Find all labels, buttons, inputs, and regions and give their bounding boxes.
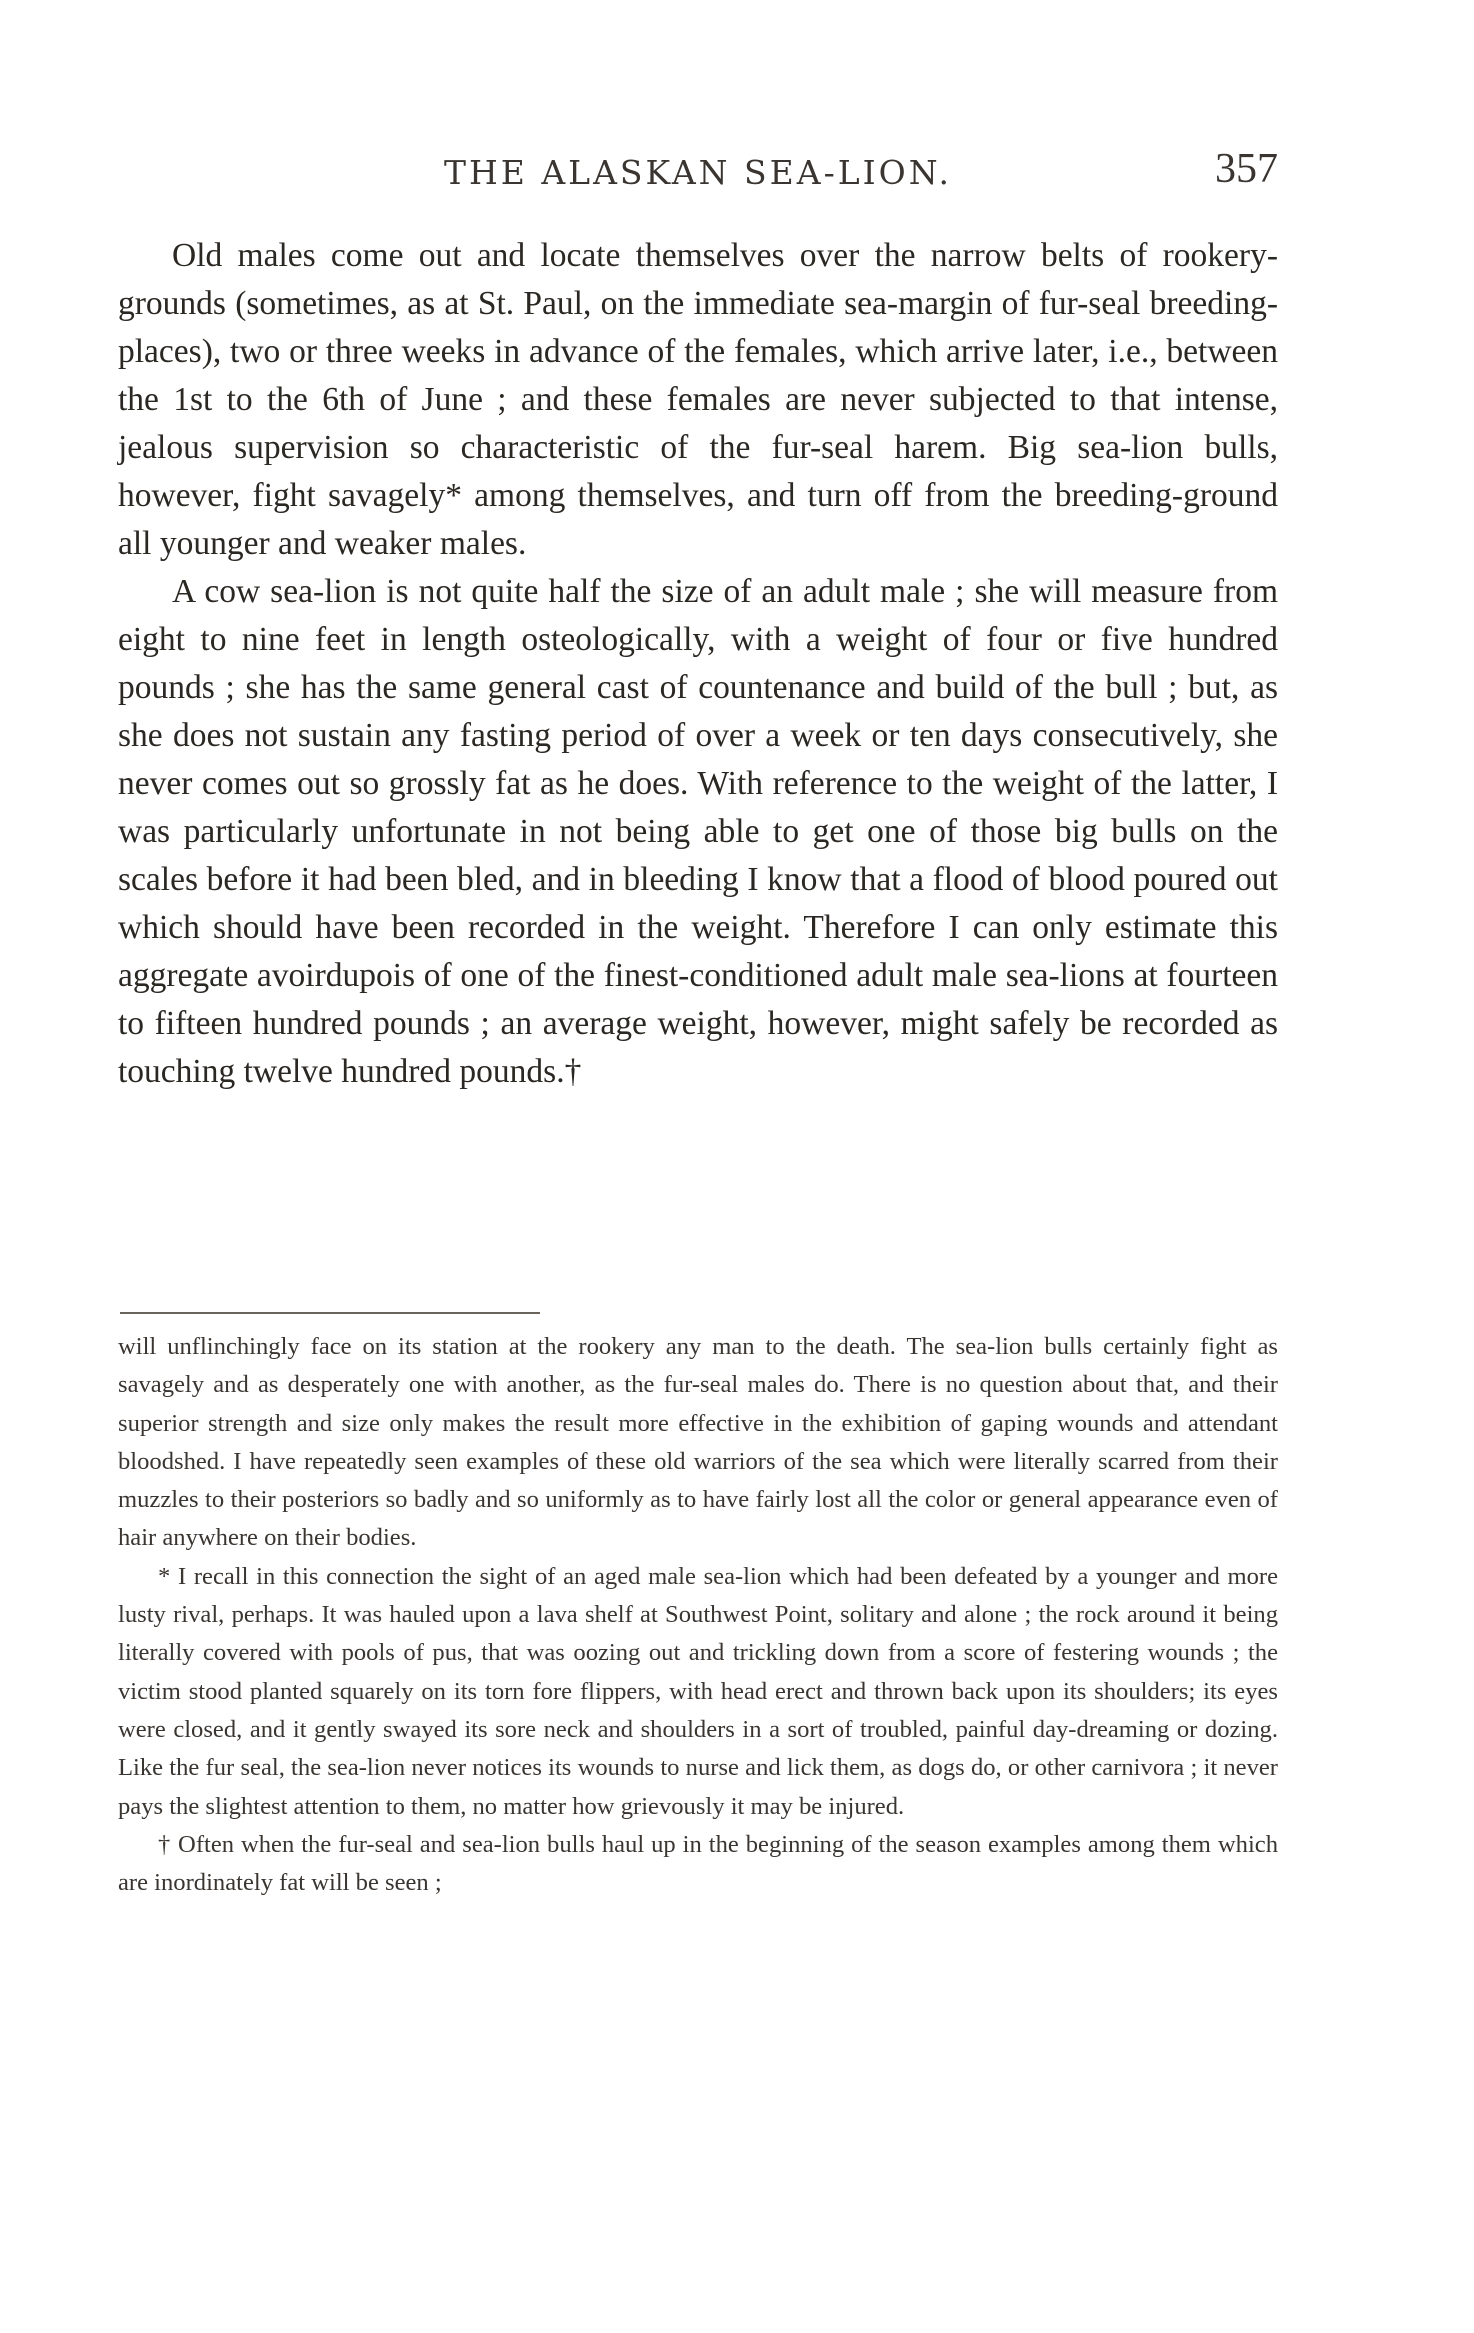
footnote-continuation: will unflinchingly face on its station at the rookery any man to the death. The sea-lion bulls certainly fight as savagely and as desperately one with another, as the fur-seal males do. There is no question about that, and their superior strength and size only makes the result more effective in the exhibition of gaping wounds and attendant bloodshed. I have repeatedly seen examples of these old warriors of the sea which were literally scarred from their muzzles to their posteriors so badly and so uniformly as to have fairly lost all the color or general appearance even of hair anywhere on their bodies. <box>118 1333 1278 1552</box>
footnotes <box>118 1328 1278 1902</box>
footnote-divider <box>120 1312 540 1314</box>
footnote-dagger: † Often when the fur-seal and sea-lion bulls haul up in the beginning of the season examples among them which are inordinately fat will be seen ; <box>118 1830 1278 1897</box>
running-title: THE ALASKAN SEA-LION. <box>443 153 952 192</box>
main-text <box>118 232 1278 1096</box>
page-number: 357 <box>1215 146 1278 192</box>
page-header <box>118 146 1278 203</box>
footnote-asterisk: * I recall in this connection the sight of an aged male sea-lion which had been defeated by a younger and more lusty rival, perhaps. It was hauled upon a lava shelf at Southwest Point, solitary and alone ; the rock around it being literally covered with pools of pus, that was oozing out and trickling down from a score of festering wounds ; the victim stood planted squarely on its torn fore flippers, with head erect and thrown back upon its shoulders; its eyes were closed, and it gently swayed its sore neck and shoulders in a sort of troubled, painful day-dreaming or dozing. Like the fur seal, the sea-lion never notices its wounds to nurse and lick them, as dogs do, or other carnivora ; it never pays the slightest attention to them, no matter how grievously it may be injured. <box>118 1562 1278 1820</box>
paragraph: A cow sea-lion is not quite half the size of an adult male ; she will measure from eight to nine feet in length osteologically, with a weight of four or five hundred pounds ; she has the same general cast of countenance and build of the bull ; but, as she does not sustain any fasting period of over a week or ten days consecutively, she never comes out so grossly fat as he does. With reference to the weight of the latter, I was particularly unfortunate in not being able to get one of those big bulls on the scales before it had been bled, and in bleeding I know that a flood of blood poured out which should have been recorded in the weight. Therefore I can only estimate this aggregate avoirdupois of one of the finest-conditioned adult male sea-lions at fourteen to fifteen hundred pounds ; an average weight, however, might safely be recorded as touching twelve hundred pounds.† <box>118 573 1278 1090</box>
paragraph: Old males come out and locate themselves over the narrow belts of rookery-grounds (sometimes, as at St. Paul, on the immediate sea-margin of fur-seal breeding-places), two or three weeks in advance of the females, which arrive later, i.e., between the 1st to the 6th of June ; and these females are never subjected to that intense, jealous supervision so characteristic of the fur-seal harem. Big sea-lion bulls, however, fight savagely* among themselves, and turn off from the breeding-ground all younger and weaker males. <box>118 237 1278 562</box>
